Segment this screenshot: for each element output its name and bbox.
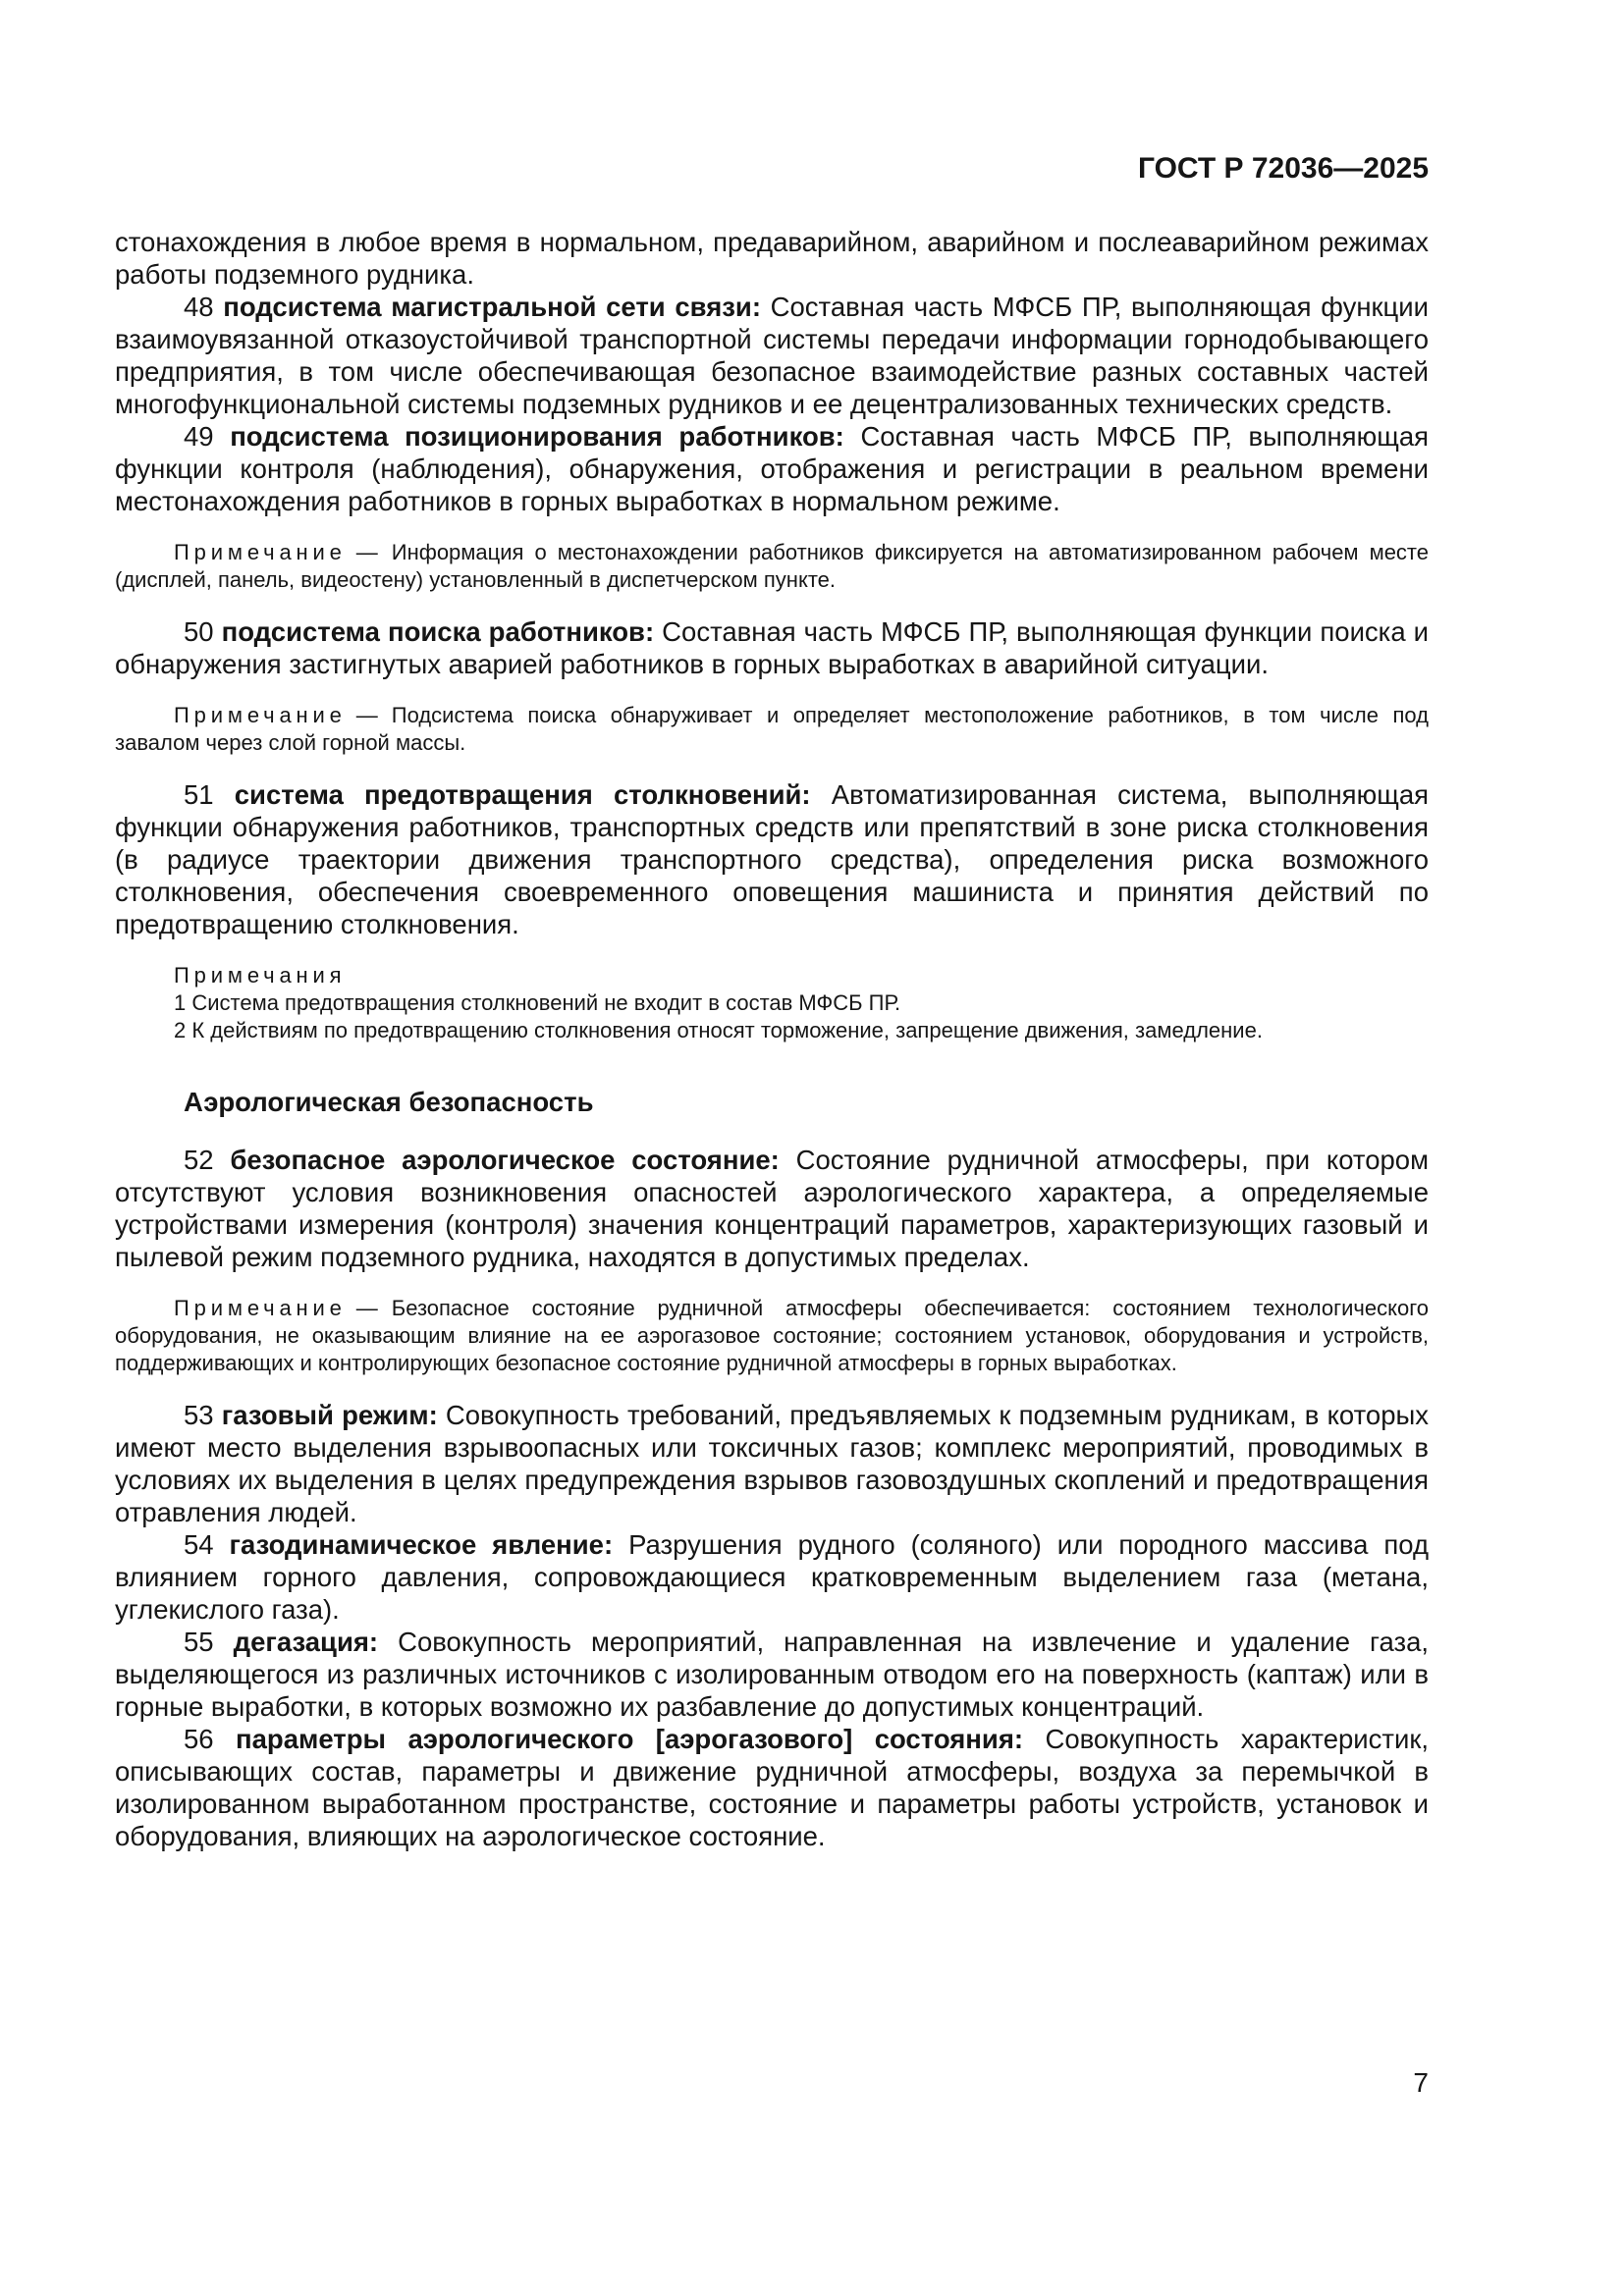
- term-entry-53: [115, 1399, 1429, 1528]
- term-number: 50: [184, 616, 214, 647]
- term-number: 55: [184, 1627, 214, 1657]
- term-name: дегазация:: [233, 1627, 379, 1657]
- term-entry-55: [115, 1626, 1429, 1723]
- term-definition: Составная часть МФСБ ПР, выполняющая функции контроля (наблюдения), обнаружения, отображения и регистрации в реальном времени местонахождения работников в горных выработках в нормальном режиме.: [115, 421, 1430, 516]
- running-header: [115, 152, 1429, 186]
- notes-block-51: [115, 962, 1429, 1044]
- term-name: система предотвращения столкновений:: [234, 779, 811, 810]
- term-name: подсистема магистральной сети связи:: [223, 292, 761, 322]
- term-entry-54: [115, 1528, 1429, 1626]
- term-number: 56: [184, 1724, 214, 1754]
- term-name: безопасное аэрологическое состояние:: [230, 1145, 780, 1175]
- term-entry-51: [115, 778, 1429, 940]
- note-label: Примечания: [174, 963, 347, 988]
- term-name: параметры аэрологического [аэрогазового] состояния:: [236, 1724, 1024, 1754]
- note-text: Безопасное состояние рудничной атмосферы обеспечивается: состоянием технологического оборудования, не оказывающим влияние на ее аэрогазовое состояние; состоянием установок, оборудования и устройств, поддерживающих и контролирующих безопасное состояние рудничной атмосферы в горных выработках.: [115, 1296, 1429, 1375]
- term-number: 53: [184, 1400, 214, 1430]
- term-definition: Совокупность мероприятий, направленная на извлечение и удаление газа, выделяющегося из различных источников с изолированным отводом его на поверхность (каптаж) или в горные выработки, в которых возможно их разбавление до допустимых концентраций.: [115, 1627, 1430, 1722]
- term-name: газовый режим:: [221, 1400, 438, 1430]
- note-item-2: 2 К действиям по предотвращению столкновения относят торможение, запрещение движения, замедление.: [174, 1018, 1263, 1042]
- term-name: подсистема позиционирования работников:: [230, 421, 844, 452]
- note-label: Примечание: [174, 703, 347, 727]
- note-dash: —: [355, 1296, 378, 1320]
- term-number: 54: [184, 1529, 214, 1560]
- note-label: Примечание: [174, 540, 347, 564]
- term-entry-50: [115, 615, 1429, 680]
- term-entry-49: [115, 420, 1429, 517]
- paragraph-continuation: стонахождения в любое время в нормальном, предаварийном, аварийном и послеаварийном режимах работы подземного рудника.: [115, 227, 1429, 290]
- page-footer: [115, 2067, 1429, 2099]
- term-entry-48: [115, 291, 1429, 420]
- standard-designation: ГОСТ Р 72036—2025: [1137, 152, 1429, 185]
- notes-heading: [115, 962, 1429, 989]
- note-dash: —: [355, 703, 378, 727]
- term-definition: Составная часть МФСБ ПР, выполняющая функции поиска и обнаружения застигнутых аварией работников в горных выработках в аварийной ситуации.: [115, 616, 1430, 679]
- term-definition: Разрушения рудного (соляного) или породного массива под влиянием горного давления, сопровождающиеся кратковременным выделением газа (метана, углекислого газа).: [115, 1529, 1429, 1625]
- subsection-heading: Аэрологическая безопасность: [184, 1087, 594, 1117]
- page-number: 7: [1413, 2067, 1429, 2098]
- term-definition: Автоматизированная система, выполняющая функции обнаружения работников, транспортных средств или препятствий в зоне риска столкновения (в радиусе траектории движения транспортного средства), определения риска возможного столкновения, обеспечения своевременного оповещения машиниста и принятия действий по предотвращению столкновения.: [115, 779, 1430, 939]
- term-entry-52: [115, 1144, 1429, 1273]
- term-definition: Состояние рудничной атмосферы, при котором отсутствуют условия возникновения опасностей аэрологического характера, а определяемые устройствами измерения (контроля) значения концентраций параметров, характеризующих газовый и пылевой режим подземного рудника, находятся в допустимых пределах.: [115, 1145, 1430, 1272]
- note-text: Подсистема поиска обнаруживает и определяет местоположение работников, в том числе под завалом через слой горной массы.: [115, 703, 1429, 755]
- term-number: 51: [184, 779, 214, 810]
- note-label: Примечание: [174, 1296, 347, 1320]
- term-name: газодинамическое явление:: [229, 1529, 614, 1560]
- note-50: [115, 702, 1429, 757]
- note-49: [115, 539, 1429, 594]
- note-dash: —: [355, 540, 378, 564]
- term-number: 52: [184, 1145, 214, 1175]
- term-name: подсистема поиска работников:: [221, 616, 655, 647]
- term-number: 49: [184, 421, 214, 452]
- term-definition: Составная часть МФСБ ПР, выполняющая функции взаимоувязанной отказоустойчивой транспортной системы передачи информации горнодобывающего предприятия, в том числе обеспечивающая безопасное взаимодействие разных составных частей многофункциональной системы подземных рудников и ее децентрализованных технических средств.: [115, 292, 1430, 419]
- note-item-1: 1 Система предотвращения столкновений не входит в состав МФСБ ПР.: [174, 990, 901, 1015]
- note-text: Информация о местонахождении работников фиксируется на автоматизированном рабочем месте (дисплей, панель, видеостену) установленный в диспетчерском пункте.: [115, 540, 1429, 592]
- document-body: [115, 226, 1429, 1852]
- term-entry-56: [115, 1723, 1429, 1852]
- term-definition: Совокупность характеристик, описывающих состав, параметры и движение рудничной атмосферы, воздуха за перемычкой в изолированном выработанном пространстве, состояние и параметры работы устройств, установок и оборудования, влияющих на аэрологическое состояние.: [115, 1724, 1430, 1851]
- term-number: 48: [184, 292, 214, 322]
- note-52: [115, 1295, 1429, 1377]
- term-definition: Совокупность требований, предъявляемых к подземным рудникам, в которых имеют место выделения взрывоопасных или токсичных газов; комплекс мероприятий, проводимых в условиях их выделения в целях предупреждения взрывов газовоздушных скоплений и предотвращения отравления людей.: [115, 1400, 1430, 1527]
